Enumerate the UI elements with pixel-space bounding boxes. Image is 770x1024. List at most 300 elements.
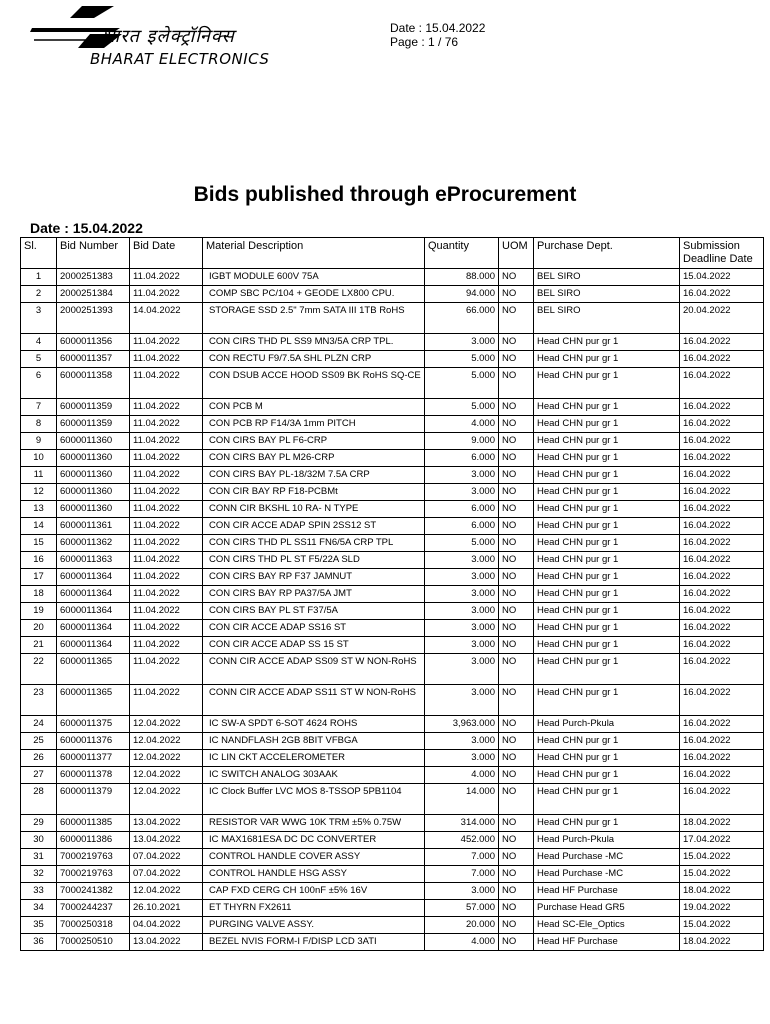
bid-number-cell: 7000219763 xyxy=(57,866,130,883)
bid-date-cell: 11.04.2022 xyxy=(130,368,203,399)
table-row xyxy=(21,569,764,586)
description-cell: CON CIRS BAY PL-18/32M 7.5A CRP xyxy=(203,467,425,484)
deadline-cell: 16.04.2022 xyxy=(680,334,764,351)
description-cell: IC SW-A SPDT 6-SOT 4624 ROHS xyxy=(203,716,425,733)
sl-cell: 14 xyxy=(21,518,57,535)
sl-cell: 30 xyxy=(21,832,57,849)
uom-cell: NO xyxy=(499,603,534,620)
uom-cell: NO xyxy=(499,399,534,416)
deadline-cell: 16.04.2022 xyxy=(680,552,764,569)
quantity-cell: 452.000 xyxy=(425,832,499,849)
description-cell: PURGING VALVE ASSY. xyxy=(203,917,425,934)
bid-number-cell: 6000011386 xyxy=(57,832,130,849)
table-row xyxy=(21,535,764,552)
sl-cell: 12 xyxy=(21,484,57,501)
description-cell: CON DSUB ACCE HOOD SS09 BK RoHS SQ-CE xyxy=(203,368,425,399)
quantity-cell: 3.000 xyxy=(425,552,499,569)
sl-cell: 16 xyxy=(21,552,57,569)
bid-number-cell: 6000011364 xyxy=(57,569,130,586)
uom-cell: NO xyxy=(499,450,534,467)
description-cell: STORAGE SSD 2.5" 7mm SATA III 1TB RoHS xyxy=(203,303,425,334)
quantity-cell: 3.000 xyxy=(425,883,499,900)
uom-cell: NO xyxy=(499,368,534,399)
table-row xyxy=(21,586,764,603)
deadline-cell: 16.04.2022 xyxy=(680,750,764,767)
description-cell: IC MAX1681ESA DC DC CONVERTER xyxy=(203,832,425,849)
bid-date-cell: 13.04.2022 xyxy=(130,815,203,832)
uom-cell: NO xyxy=(499,535,534,552)
uom-cell: NO xyxy=(499,832,534,849)
quantity-cell: 3.000 xyxy=(425,654,499,685)
bid-number-cell: 6000011360 xyxy=(57,484,130,501)
purchase-dept-cell: Head CHN pur gr 1 xyxy=(534,603,680,620)
table-header-row xyxy=(21,238,764,269)
bid-date-cell: 13.04.2022 xyxy=(130,832,203,849)
purchase-dept-cell: Head CHN pur gr 1 xyxy=(534,733,680,750)
deadline-cell: 15.04.2022 xyxy=(680,917,764,934)
bid-number-cell: 6000011360 xyxy=(57,501,130,518)
description-cell: IGBT MODULE 600V 75A xyxy=(203,269,425,286)
table-row xyxy=(21,637,764,654)
bid-date-cell: 12.04.2022 xyxy=(130,767,203,784)
purchase-dept-cell: Head CHN pur gr 1 xyxy=(534,467,680,484)
uom-cell: NO xyxy=(499,733,534,750)
bid-date-cell: 12.04.2022 xyxy=(130,733,203,750)
deadline-cell: 16.04.2022 xyxy=(680,286,764,303)
quantity-cell: 5.000 xyxy=(425,368,499,399)
uom-cell: NO xyxy=(499,654,534,685)
sl-cell: 35 xyxy=(21,917,57,934)
deadline-cell: 16.04.2022 xyxy=(680,716,764,733)
deadline-cell: 16.04.2022 xyxy=(680,637,764,654)
uom-cell: NO xyxy=(499,303,534,334)
bid-date-cell: 12.04.2022 xyxy=(130,784,203,815)
purchase-dept-cell: Head SC-Ele_Optics xyxy=(534,917,680,934)
sl-cell: 7 xyxy=(21,399,57,416)
sl-cell: 6 xyxy=(21,368,57,399)
bid-date-cell: 11.04.2022 xyxy=(130,450,203,467)
bid-number-cell: 7000250318 xyxy=(57,917,130,934)
col-header-sl: Sl. xyxy=(21,238,57,269)
sl-cell: 9 xyxy=(21,433,57,450)
deadline-cell: 20.04.2022 xyxy=(680,303,764,334)
quantity-cell: 5.000 xyxy=(425,351,499,368)
purchase-dept-cell: Head CHN pur gr 1 xyxy=(534,815,680,832)
deadline-cell: 16.04.2022 xyxy=(680,416,764,433)
col-header-bid-date: Bid Date xyxy=(130,238,203,269)
sl-cell: 19 xyxy=(21,603,57,620)
table-row xyxy=(21,433,764,450)
purchase-dept-cell: Head CHN pur gr 1 xyxy=(534,351,680,368)
description-cell: CON CIRS BAY PL ST F37/5A xyxy=(203,603,425,620)
header-meta xyxy=(390,21,485,49)
description-cell: IC Clock Buffer LVC MOS 8-TSSOP 5PB1104 xyxy=(203,784,425,815)
quantity-cell: 3.000 xyxy=(425,733,499,750)
sl-cell: 23 xyxy=(21,685,57,716)
deadline-cell: 16.04.2022 xyxy=(680,399,764,416)
quantity-cell: 14.000 xyxy=(425,784,499,815)
bid-date-cell: 11.04.2022 xyxy=(130,603,203,620)
bid-number-cell: 7000241382 xyxy=(57,883,130,900)
col-header-submission-deadline: Submission Deadline Date xyxy=(680,238,764,269)
sl-cell: 29 xyxy=(21,815,57,832)
description-cell: CON CIR BAY RP F18-PCBMt xyxy=(203,484,425,501)
description-cell: CON CIRS THD PL SS11 FN6/5A CRP TPL xyxy=(203,535,425,552)
deadline-cell: 16.04.2022 xyxy=(680,603,764,620)
quantity-cell: 6.000 xyxy=(425,450,499,467)
bid-date-cell: 11.04.2022 xyxy=(130,433,203,450)
quantity-cell: 57.000 xyxy=(425,900,499,917)
table-row xyxy=(21,368,764,399)
purchase-dept-cell: BEL SIRO xyxy=(534,303,680,334)
deadline-cell: 16.04.2022 xyxy=(680,569,764,586)
deadline-cell: 18.04.2022 xyxy=(680,815,764,832)
deadline-cell: 16.04.2022 xyxy=(680,654,764,685)
deadline-cell: 16.04.2022 xyxy=(680,620,764,637)
bid-date-cell: 11.04.2022 xyxy=(130,416,203,433)
uom-cell: NO xyxy=(499,849,534,866)
bid-date-cell: 11.04.2022 xyxy=(130,518,203,535)
bid-number-cell: 6000011363 xyxy=(57,552,130,569)
table-row xyxy=(21,866,764,883)
purchase-dept-cell: Head CHN pur gr 1 xyxy=(534,518,680,535)
bid-number-cell: 6000011360 xyxy=(57,450,130,467)
table-row xyxy=(21,416,764,433)
bid-date-cell: 11.04.2022 xyxy=(130,501,203,518)
quantity-cell: 3.000 xyxy=(425,620,499,637)
quantity-cell: 3,963.000 xyxy=(425,716,499,733)
sl-cell: 27 xyxy=(21,767,57,784)
purchase-dept-cell: Head CHN pur gr 1 xyxy=(534,399,680,416)
quantity-cell: 3.000 xyxy=(425,685,499,716)
uom-cell: NO xyxy=(499,866,534,883)
bid-number-cell: 6000011365 xyxy=(57,685,130,716)
bids-table xyxy=(20,237,764,951)
deadline-cell: 16.04.2022 xyxy=(680,467,764,484)
table-row xyxy=(21,269,764,286)
sl-cell: 13 xyxy=(21,501,57,518)
uom-cell: NO xyxy=(499,552,534,569)
purchase-dept-cell: Head CHN pur gr 1 xyxy=(534,552,680,569)
col-header-material-description: Material Description xyxy=(203,238,425,269)
bid-number-cell: 6000011364 xyxy=(57,603,130,620)
sl-cell: 8 xyxy=(21,416,57,433)
bid-date-cell: 11.04.2022 xyxy=(130,569,203,586)
bid-date-cell: 11.04.2022 xyxy=(130,535,203,552)
purchase-dept-cell: Head CHN pur gr 1 xyxy=(534,501,680,518)
bid-number-cell: 6000011359 xyxy=(57,416,130,433)
bid-date-cell: 12.04.2022 xyxy=(130,883,203,900)
purchase-dept-cell: Head CHN pur gr 1 xyxy=(534,654,680,685)
bel-logo xyxy=(30,4,350,70)
purchase-dept-cell: Head CHN pur gr 1 xyxy=(534,334,680,351)
quantity-cell: 4.000 xyxy=(425,767,499,784)
bid-number-cell: 7000219763 xyxy=(57,849,130,866)
deadline-cell: 15.04.2022 xyxy=(680,269,764,286)
description-cell: CON RECTU F9/7.5A SHL PLZN CRP xyxy=(203,351,425,368)
description-cell: CONN CIR ACCE ADAP SS09 ST W NON-RoHS xyxy=(203,654,425,685)
sl-cell: 32 xyxy=(21,866,57,883)
description-cell: BEZEL NVIS FORM-I F/DISP LCD 3ATI xyxy=(203,934,425,951)
uom-cell: NO xyxy=(499,900,534,917)
quantity-cell: 3.000 xyxy=(425,467,499,484)
description-cell: CONTROL HANDLE COVER ASSY xyxy=(203,849,425,866)
table-row xyxy=(21,484,764,501)
uom-cell: NO xyxy=(499,484,534,501)
deadline-cell: 17.04.2022 xyxy=(680,832,764,849)
col-header-quantity: Quantity xyxy=(425,238,499,269)
quantity-cell: 3.000 xyxy=(425,334,499,351)
quantity-cell: 3.000 xyxy=(425,569,499,586)
bid-date-cell: 11.04.2022 xyxy=(130,467,203,484)
bid-number-cell: 6000011385 xyxy=(57,815,130,832)
sl-cell: 24 xyxy=(21,716,57,733)
sl-cell: 5 xyxy=(21,351,57,368)
table-row xyxy=(21,501,764,518)
sl-cell: 4 xyxy=(21,334,57,351)
uom-cell: NO xyxy=(499,815,534,832)
purchase-dept-cell: Head CHN pur gr 1 xyxy=(534,620,680,637)
purchase-dept-cell: Head CHN pur gr 1 xyxy=(534,586,680,603)
quantity-cell: 6.000 xyxy=(425,501,499,518)
bid-date-cell: 11.04.2022 xyxy=(130,586,203,603)
sl-cell: 20 xyxy=(21,620,57,637)
deadline-cell: 15.04.2022 xyxy=(680,866,764,883)
uom-cell: NO xyxy=(499,917,534,934)
bid-number-cell: 6000011378 xyxy=(57,767,130,784)
bid-number-cell: 7000244237 xyxy=(57,900,130,917)
description-cell: IC NANDFLASH 2GB 8BIT VFBGA xyxy=(203,733,425,750)
sl-cell: 22 xyxy=(21,654,57,685)
quantity-cell: 3.000 xyxy=(425,637,499,654)
table-row xyxy=(21,620,764,637)
uom-cell: NO xyxy=(499,501,534,518)
table-row xyxy=(21,900,764,917)
quantity-cell: 20.000 xyxy=(425,917,499,934)
sl-cell: 21 xyxy=(21,637,57,654)
logo-english-text: BHARAT ELECTRONICS xyxy=(90,50,270,68)
bid-number-cell: 6000011356 xyxy=(57,334,130,351)
quantity-cell: 3.000 xyxy=(425,750,499,767)
bid-number-cell: 6000011362 xyxy=(57,535,130,552)
deadline-cell: 16.04.2022 xyxy=(680,535,764,552)
quantity-cell: 66.000 xyxy=(425,303,499,334)
sl-cell: 25 xyxy=(21,733,57,750)
sl-cell: 2 xyxy=(21,286,57,303)
uom-cell: NO xyxy=(499,586,534,603)
header-date: Date : 15.04.2022 xyxy=(390,21,486,35)
bid-number-cell: 6000011376 xyxy=(57,733,130,750)
table-row xyxy=(21,849,764,866)
description-cell: ET THYRN FX2611 xyxy=(203,900,425,917)
purchase-dept-cell: BEL SIRO xyxy=(534,286,680,303)
uom-cell: NO xyxy=(499,334,534,351)
deadline-cell: 19.04.2022 xyxy=(680,900,764,917)
purchase-dept-cell: Head CHN pur gr 1 xyxy=(534,750,680,767)
bid-number-cell: 6000011364 xyxy=(57,620,130,637)
quantity-cell: 3.000 xyxy=(425,484,499,501)
col-header-purchase-dept: Purchase Dept. xyxy=(534,238,680,269)
purchase-dept-cell: Head Purchase -MC xyxy=(534,849,680,866)
purchase-dept-cell: Head CHN pur gr 1 xyxy=(534,535,680,552)
deadline-cell: 16.04.2022 xyxy=(680,518,764,535)
col-header-bid-number: Bid Number xyxy=(57,238,130,269)
quantity-cell: 3.000 xyxy=(425,586,499,603)
description-cell: CON CIRS BAY PL F6-CRP xyxy=(203,433,425,450)
deadline-cell: 15.04.2022 xyxy=(680,849,764,866)
logo-hindi-text: भारत इलेक्ट्रॉनिक्स xyxy=(102,26,235,47)
quantity-cell: 9.000 xyxy=(425,433,499,450)
table-row xyxy=(21,351,764,368)
deadline-cell: 16.04.2022 xyxy=(680,433,764,450)
purchase-dept-cell: Head CHN pur gr 1 xyxy=(534,416,680,433)
bid-number-cell: 6000011359 xyxy=(57,399,130,416)
uom-cell: NO xyxy=(499,351,534,368)
bid-number-cell: 2000251393 xyxy=(57,303,130,334)
deadline-cell: 16.04.2022 xyxy=(680,767,764,784)
bid-number-cell: 7000250510 xyxy=(57,934,130,951)
bid-number-cell: 6000011364 xyxy=(57,586,130,603)
purchase-dept-cell: Head CHN pur gr 1 xyxy=(534,368,680,399)
description-cell: CON PCB M xyxy=(203,399,425,416)
header-page: Page : 1 / 76 xyxy=(390,35,459,49)
sl-cell: 15 xyxy=(21,535,57,552)
bid-date-cell: 11.04.2022 xyxy=(130,484,203,501)
purchase-dept-cell: Head CHN pur gr 1 xyxy=(534,569,680,586)
deadline-cell: 18.04.2022 xyxy=(680,934,764,951)
description-cell: IC LIN CKT ACCELEROMETER xyxy=(203,750,425,767)
bid-date-cell: 07.04.2022 xyxy=(130,866,203,883)
sl-cell: 33 xyxy=(21,883,57,900)
quantity-cell: 94.000 xyxy=(425,286,499,303)
sl-cell: 36 xyxy=(21,934,57,951)
purchase-dept-cell: Head CHN pur gr 1 xyxy=(534,637,680,654)
table-row xyxy=(21,654,764,685)
description-cell: CON PCB RP F14/3A 1mm PITCH xyxy=(203,416,425,433)
sl-cell: 11 xyxy=(21,467,57,484)
page-title: Bids published through eProcurement xyxy=(193,183,577,206)
deadline-cell: 16.04.2022 xyxy=(680,784,764,815)
bid-number-cell: 6000011360 xyxy=(57,467,130,484)
purchase-dept-cell: Head CHN pur gr 1 xyxy=(534,685,680,716)
bid-number-cell: 6000011364 xyxy=(57,637,130,654)
deadline-cell: 16.04.2022 xyxy=(680,368,764,399)
table-row xyxy=(21,685,764,716)
quantity-cell: 4.000 xyxy=(425,416,499,433)
col-header-uom: UOM xyxy=(499,238,534,269)
bid-date-cell: 14.04.2022 xyxy=(130,303,203,334)
quantity-cell: 7.000 xyxy=(425,849,499,866)
table-row xyxy=(21,334,764,351)
bid-number-cell: 6000011358 xyxy=(57,368,130,399)
purchase-dept-cell: Head CHN pur gr 1 xyxy=(534,450,680,467)
sl-cell: 1 xyxy=(21,269,57,286)
table-row xyxy=(21,815,764,832)
table-row xyxy=(21,716,764,733)
uom-cell: NO xyxy=(499,569,534,586)
bid-date-cell: 26.10.2021 xyxy=(130,900,203,917)
table-row xyxy=(21,832,764,849)
bid-number-cell: 6000011365 xyxy=(57,654,130,685)
bid-number-cell: 6000011361 xyxy=(57,518,130,535)
uom-cell: NO xyxy=(499,716,534,733)
bid-date-cell: 12.04.2022 xyxy=(130,750,203,767)
uom-cell: NO xyxy=(499,433,534,450)
description-cell: RESISTOR VAR WWG 10K TRM ±5% 0.75W xyxy=(203,815,425,832)
uom-cell: NO xyxy=(499,518,534,535)
purchase-dept-cell: Head HF Purchase xyxy=(534,934,680,951)
description-cell: CON CIR ACCE ADAP SS 15 ST xyxy=(203,637,425,654)
bid-number-cell: 6000011377 xyxy=(57,750,130,767)
description-cell: COMP SBC PC/104 + GEODE LX800 CPU. xyxy=(203,286,425,303)
description-cell: CON CIRS BAY RP PA37/5A JMT xyxy=(203,586,425,603)
quantity-cell: 88.000 xyxy=(425,269,499,286)
bid-date-cell: 11.04.2022 xyxy=(130,334,203,351)
uom-cell: NO xyxy=(499,286,534,303)
description-cell: CON CIR ACCE ADAP SS16 ST xyxy=(203,620,425,637)
purchase-dept-cell: Head CHN pur gr 1 xyxy=(534,484,680,501)
sl-cell: 10 xyxy=(21,450,57,467)
deadline-cell: 16.04.2022 xyxy=(680,586,764,603)
table-row xyxy=(21,883,764,900)
sl-cell: 26 xyxy=(21,750,57,767)
uom-cell: NO xyxy=(499,784,534,815)
table-row xyxy=(21,750,764,767)
description-cell: CON CIRS BAY PL M26-CRP xyxy=(203,450,425,467)
bid-date-cell: 11.04.2022 xyxy=(130,620,203,637)
sl-cell: 34 xyxy=(21,900,57,917)
bid-number-cell: 2000251383 xyxy=(57,269,130,286)
bid-date-cell: 11.04.2022 xyxy=(130,637,203,654)
table-body xyxy=(21,269,764,951)
uom-cell: NO xyxy=(499,934,534,951)
table-row xyxy=(21,934,764,951)
quantity-cell: 6.000 xyxy=(425,518,499,535)
description-cell: CON CIRS BAY RP F37 JAMNUT xyxy=(203,569,425,586)
deadline-cell: 16.04.2022 xyxy=(680,501,764,518)
bid-date-cell: 11.04.2022 xyxy=(130,351,203,368)
sl-cell: 3 xyxy=(21,303,57,334)
description-cell: CONTROL HANDLE HSG ASSY xyxy=(203,866,425,883)
deadline-cell: 16.04.2022 xyxy=(680,685,764,716)
deadline-cell: 16.04.2022 xyxy=(680,484,764,501)
quantity-cell: 5.000 xyxy=(425,399,499,416)
quantity-cell: 5.000 xyxy=(425,535,499,552)
table-row xyxy=(21,518,764,535)
table-row xyxy=(21,603,764,620)
purchase-dept-cell: Purchase Head GR5 xyxy=(534,900,680,917)
deadline-cell: 18.04.2022 xyxy=(680,883,764,900)
bid-number-cell: 6000011379 xyxy=(57,784,130,815)
quantity-cell: 4.000 xyxy=(425,934,499,951)
table-row xyxy=(21,303,764,334)
description-cell: CONN CIR BKSHL 10 RA- N TYPE xyxy=(203,501,425,518)
uom-cell: NO xyxy=(499,767,534,784)
purchase-dept-cell: Head CHN pur gr 1 xyxy=(534,433,680,450)
bid-date-cell: 13.04.2022 xyxy=(130,934,203,951)
table-row xyxy=(21,917,764,934)
description-cell: CAP FXD CERG CH 100nF ±5% 16V xyxy=(203,883,425,900)
sl-cell: 17 xyxy=(21,569,57,586)
sl-cell: 28 xyxy=(21,784,57,815)
bid-date-cell: 11.04.2022 xyxy=(130,685,203,716)
bid-date-cell: 07.04.2022 xyxy=(130,849,203,866)
purchase-dept-cell: Head HF Purchase xyxy=(534,883,680,900)
purchase-dept-cell: Head Purch-Pkula xyxy=(534,832,680,849)
table-row xyxy=(21,467,764,484)
table-row xyxy=(21,552,764,569)
bid-number-cell: 2000251384 xyxy=(57,286,130,303)
